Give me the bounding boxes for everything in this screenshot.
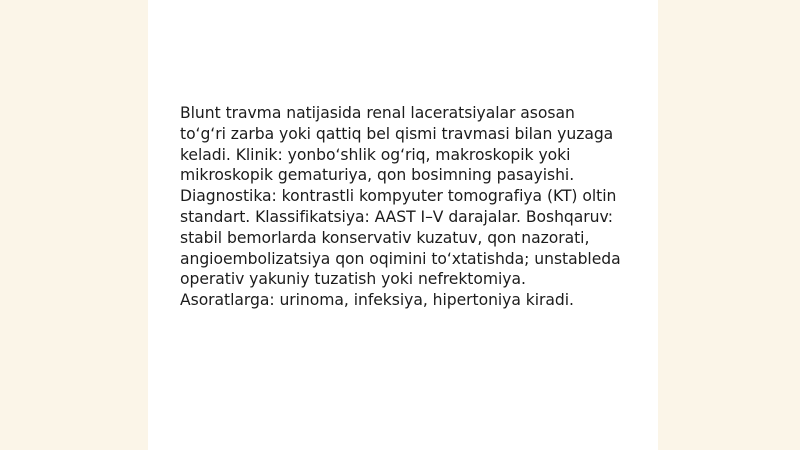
- body-paragraph: Blunt travma natijasida renal laceratsiyalar asosan to‘g‘ri zarba yoki qattiq bel qismi travmasi bilan yuzaga keladi. Klinik: yonbo‘shlik og‘riq, makroskopik yoki mikroskopik gematuriya, qon bosimning pasayishi. Diagnostika: kontrastli kompyuter tomografiya (KT) oltin standart. Klassifikatsiya: AAST I–V darajalar. Boshqaruv: stabil bemorlarda konservativ kuzatuv, qon nazorati, angioembolizatsiya qon oqimini to‘xtatishda; unstableda operativ yakuniy tuzatish yoki nefrektomiya. Asoratlarga: urinoma, infeksiya, hipertoniya kiradi.: [180, 104, 621, 310]
- document-page: [148, 0, 658, 450]
